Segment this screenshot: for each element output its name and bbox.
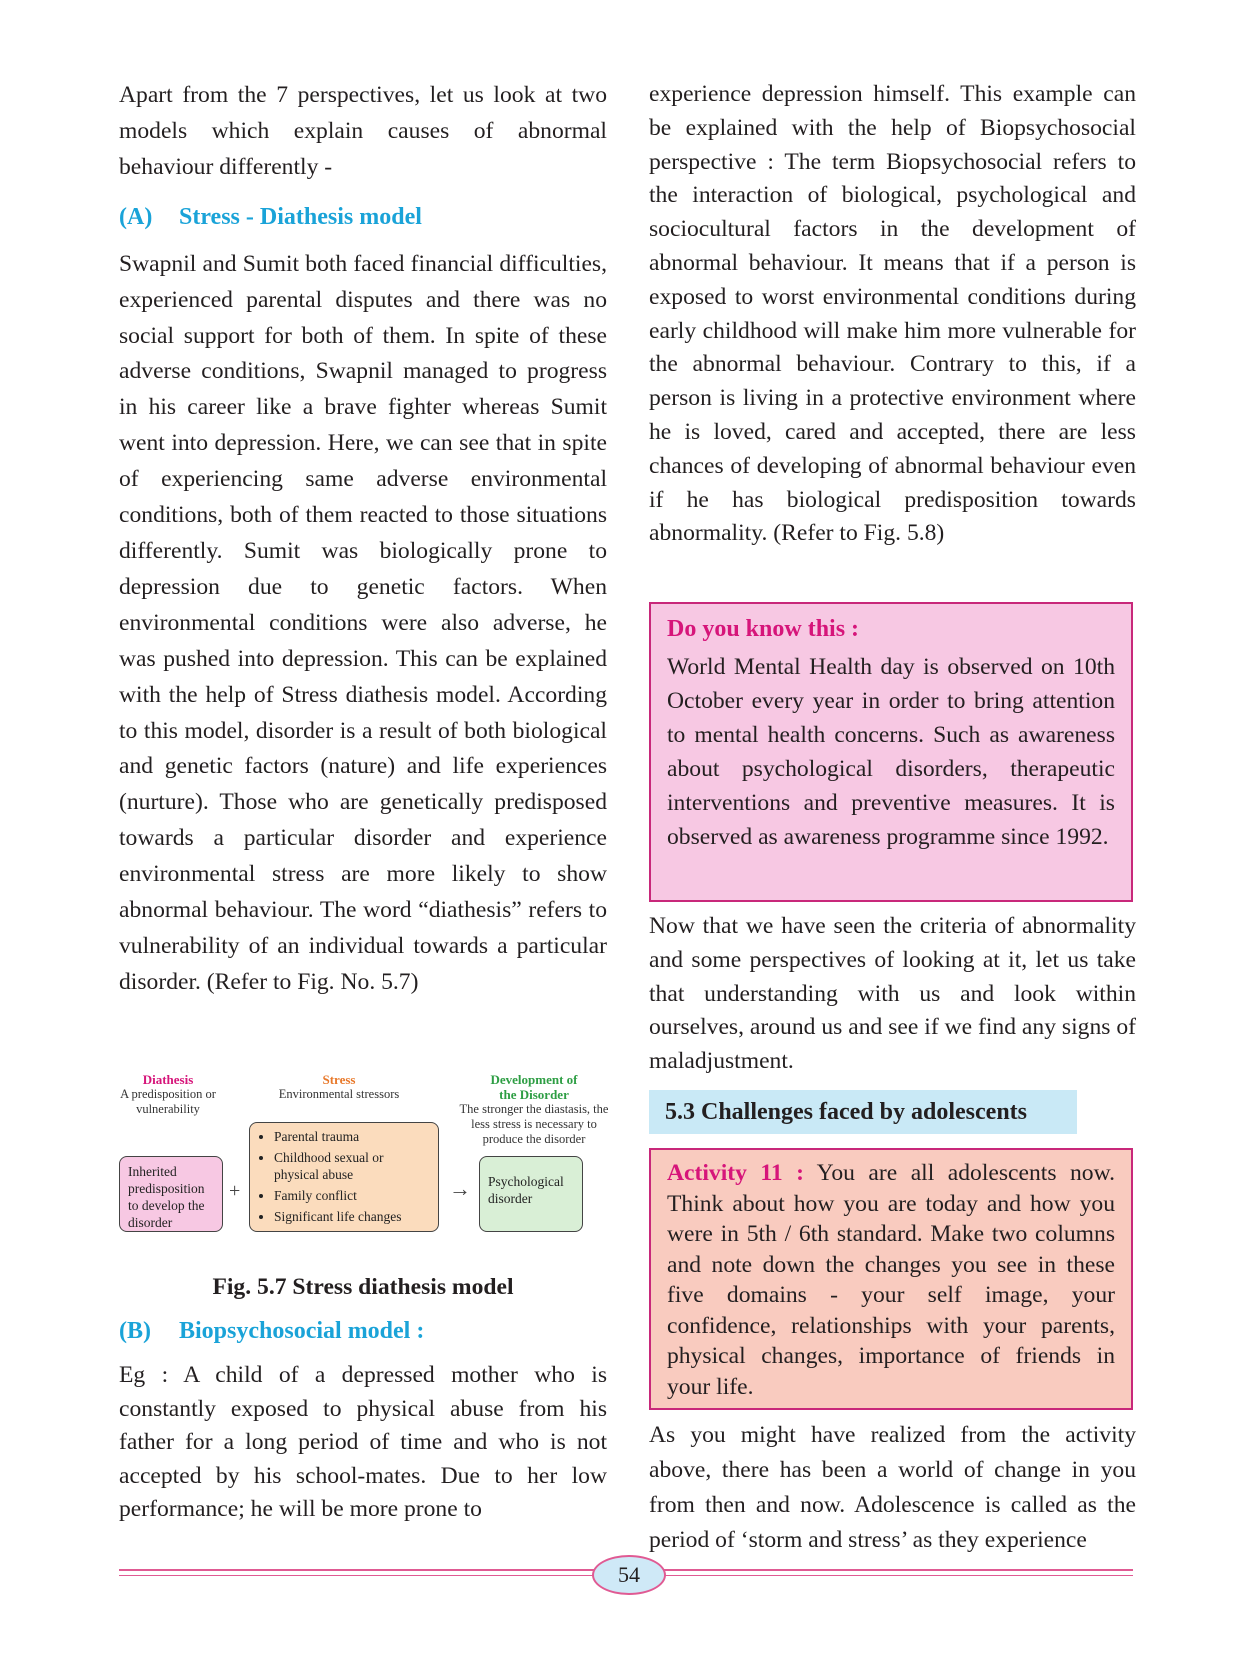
stressors-box bbox=[249, 1122, 439, 1232]
right-column-bottom bbox=[649, 1418, 1136, 1558]
diathesis-subtitle: A predisposition or vulnerability bbox=[120, 1087, 216, 1116]
development-title-1: Development of bbox=[490, 1072, 578, 1087]
stressor-item: • Significant life changes bbox=[274, 1208, 430, 1225]
right-column bbox=[649, 78, 1136, 551]
maladjustment-paragraph: Now that we have seen the criteria of abnormality and some perspectives of looking at it, let us take that understanding with us and look within ourselves, around us and see if we find any signs of maladjustment. bbox=[649, 913, 1136, 1075]
biopsychosocial-example: Eg : A child of a depressed mother who is constantly exposed to physical abuse from his father for a long period of time and who is not accepted by his school-mates. Due to her low performance; he will be more prone to bbox=[119, 1362, 607, 1522]
heading-b-label: (B) bbox=[119, 1318, 151, 1344]
psychological-disorder-box: Psychological disorder bbox=[479, 1156, 583, 1232]
section-heading: 5.3 Challenges faced by adolescents bbox=[649, 1090, 1077, 1134]
figure-caption: Fig. 5.7 Stress diathesis model bbox=[212, 1274, 514, 1300]
arrow-icon: → bbox=[449, 1176, 471, 1201]
diathesis-title: Diathesis bbox=[142, 1072, 194, 1087]
stress-title: Stress bbox=[322, 1072, 356, 1087]
stressor-item: • Family conflict bbox=[274, 1187, 430, 1204]
activity-paragraph bbox=[667, 1158, 1115, 1402]
diathesis-label bbox=[119, 1072, 217, 1117]
stressor-item: • Childhood sexual or physical abuse bbox=[274, 1149, 430, 1183]
stressor-item: • Parental trauma bbox=[274, 1128, 430, 1145]
heading-a-label: (A) bbox=[119, 203, 153, 230]
heading-b-title: Biopsychosocial model : bbox=[179, 1318, 425, 1344]
left-column-bottom bbox=[119, 1318, 607, 1527]
heading-stress-diathesis bbox=[119, 204, 607, 231]
biopsychosocial-paragraph: experience depression himself. This example can be explained with the help of Biopsychosocial perspective : The term Biopsychosocial refers to the interaction of biological, psychological and sociocultural factors in the development of abnormal behaviour. It means that if a person is exposed to worst environmental conditions during early childhood will make him more vulnerable for the abnormal behaviour. Contrary to this, if a person is living in a protective environment where he is loved, cared and accepted, there are less chances of developing of abnormal behaviour even if he has biological predisposition towards abnormality. (Refer to Fig. 5.8) bbox=[649, 81, 1136, 547]
do-you-know-box bbox=[649, 602, 1133, 902]
inherited-predisposition-box: Inherited predisposition to develop the disorder bbox=[119, 1156, 223, 1232]
storm-stress-paragraph: As you might have realized from the activity above, there has been a world of change in you from then and now. Adolescence is called as the period of ‘storm and stress’ as they experience bbox=[649, 1422, 1136, 1553]
stress-label bbox=[274, 1072, 404, 1102]
plus-sign: + bbox=[229, 1180, 241, 1202]
page-number: 54 bbox=[592, 1555, 666, 1595]
right-column-middle bbox=[649, 910, 1136, 1079]
stressors-list bbox=[258, 1128, 430, 1225]
intro-paragraph: Apart from the 7 perspectives, let us look at two models which explain causes of abnormal behaviour differently - bbox=[119, 82, 607, 180]
left-column bbox=[119, 78, 607, 1001]
activity-box bbox=[649, 1148, 1133, 1410]
heading-a-title: Stress - Diathesis model bbox=[179, 203, 422, 230]
heading-biopsychosocial bbox=[119, 1318, 607, 1345]
activity-label: Activity 11 : bbox=[667, 1160, 805, 1186]
do-you-know-text: World Mental Health day is observed on 10th October every year in order to bring attention to mental health concerns. Such as awareness about psychological disorders, therapeutic interventions and preventive measures. It is observed as awareness programme since 1992. bbox=[667, 654, 1115, 850]
do-you-know-title: Do you know this : bbox=[667, 616, 860, 642]
stress-diathesis-paragraph: Swapnil and Sumit both faced financial difficulties, experienced parental disputes and there was no social support for both of them. In spite of these adverse conditions, Swapnil managed to progress in his career like a brave fighter whereas Sumit went into depression. Here, we can see that in spite of experiencing same adverse environmental conditions, both of them reacted to those situations differently. Sumit was biologically prone to depression due to genetic factors. When environmental conditions were also adverse, he was pushed into depression. This can be explained with the help of Stress diathesis model. According to this model, disorder is a result of both biological and genetic factors (nature) and life experiences (nurture). Those who are genetically predisposed towards a particular disorder and experience environmental stress are more likely to show abnormal behaviour. The word “diathesis” refers to vulnerability of an individual towards a particular disorder. (Refer to Fig. No. 5.7) bbox=[119, 250, 607, 995]
activity-text: You are all adolescents now. Think about how you are today and how you were in 5th / 6th standard. Make two columns and note down the changes you see in these five domains - your self image, your confidence, relationships with your parents, physical changes, importance of friends in your life. bbox=[667, 1160, 1115, 1400]
stress-subtitle: Environmental stressors bbox=[278, 1087, 400, 1101]
stress-diathesis-figure bbox=[119, 1072, 609, 1242]
development-subtitle: The stronger the diastasis, the less stress is necessary to produce the disorder bbox=[459, 1102, 609, 1146]
development-title-2: the Disorder bbox=[499, 1087, 569, 1102]
development-label bbox=[459, 1072, 609, 1147]
